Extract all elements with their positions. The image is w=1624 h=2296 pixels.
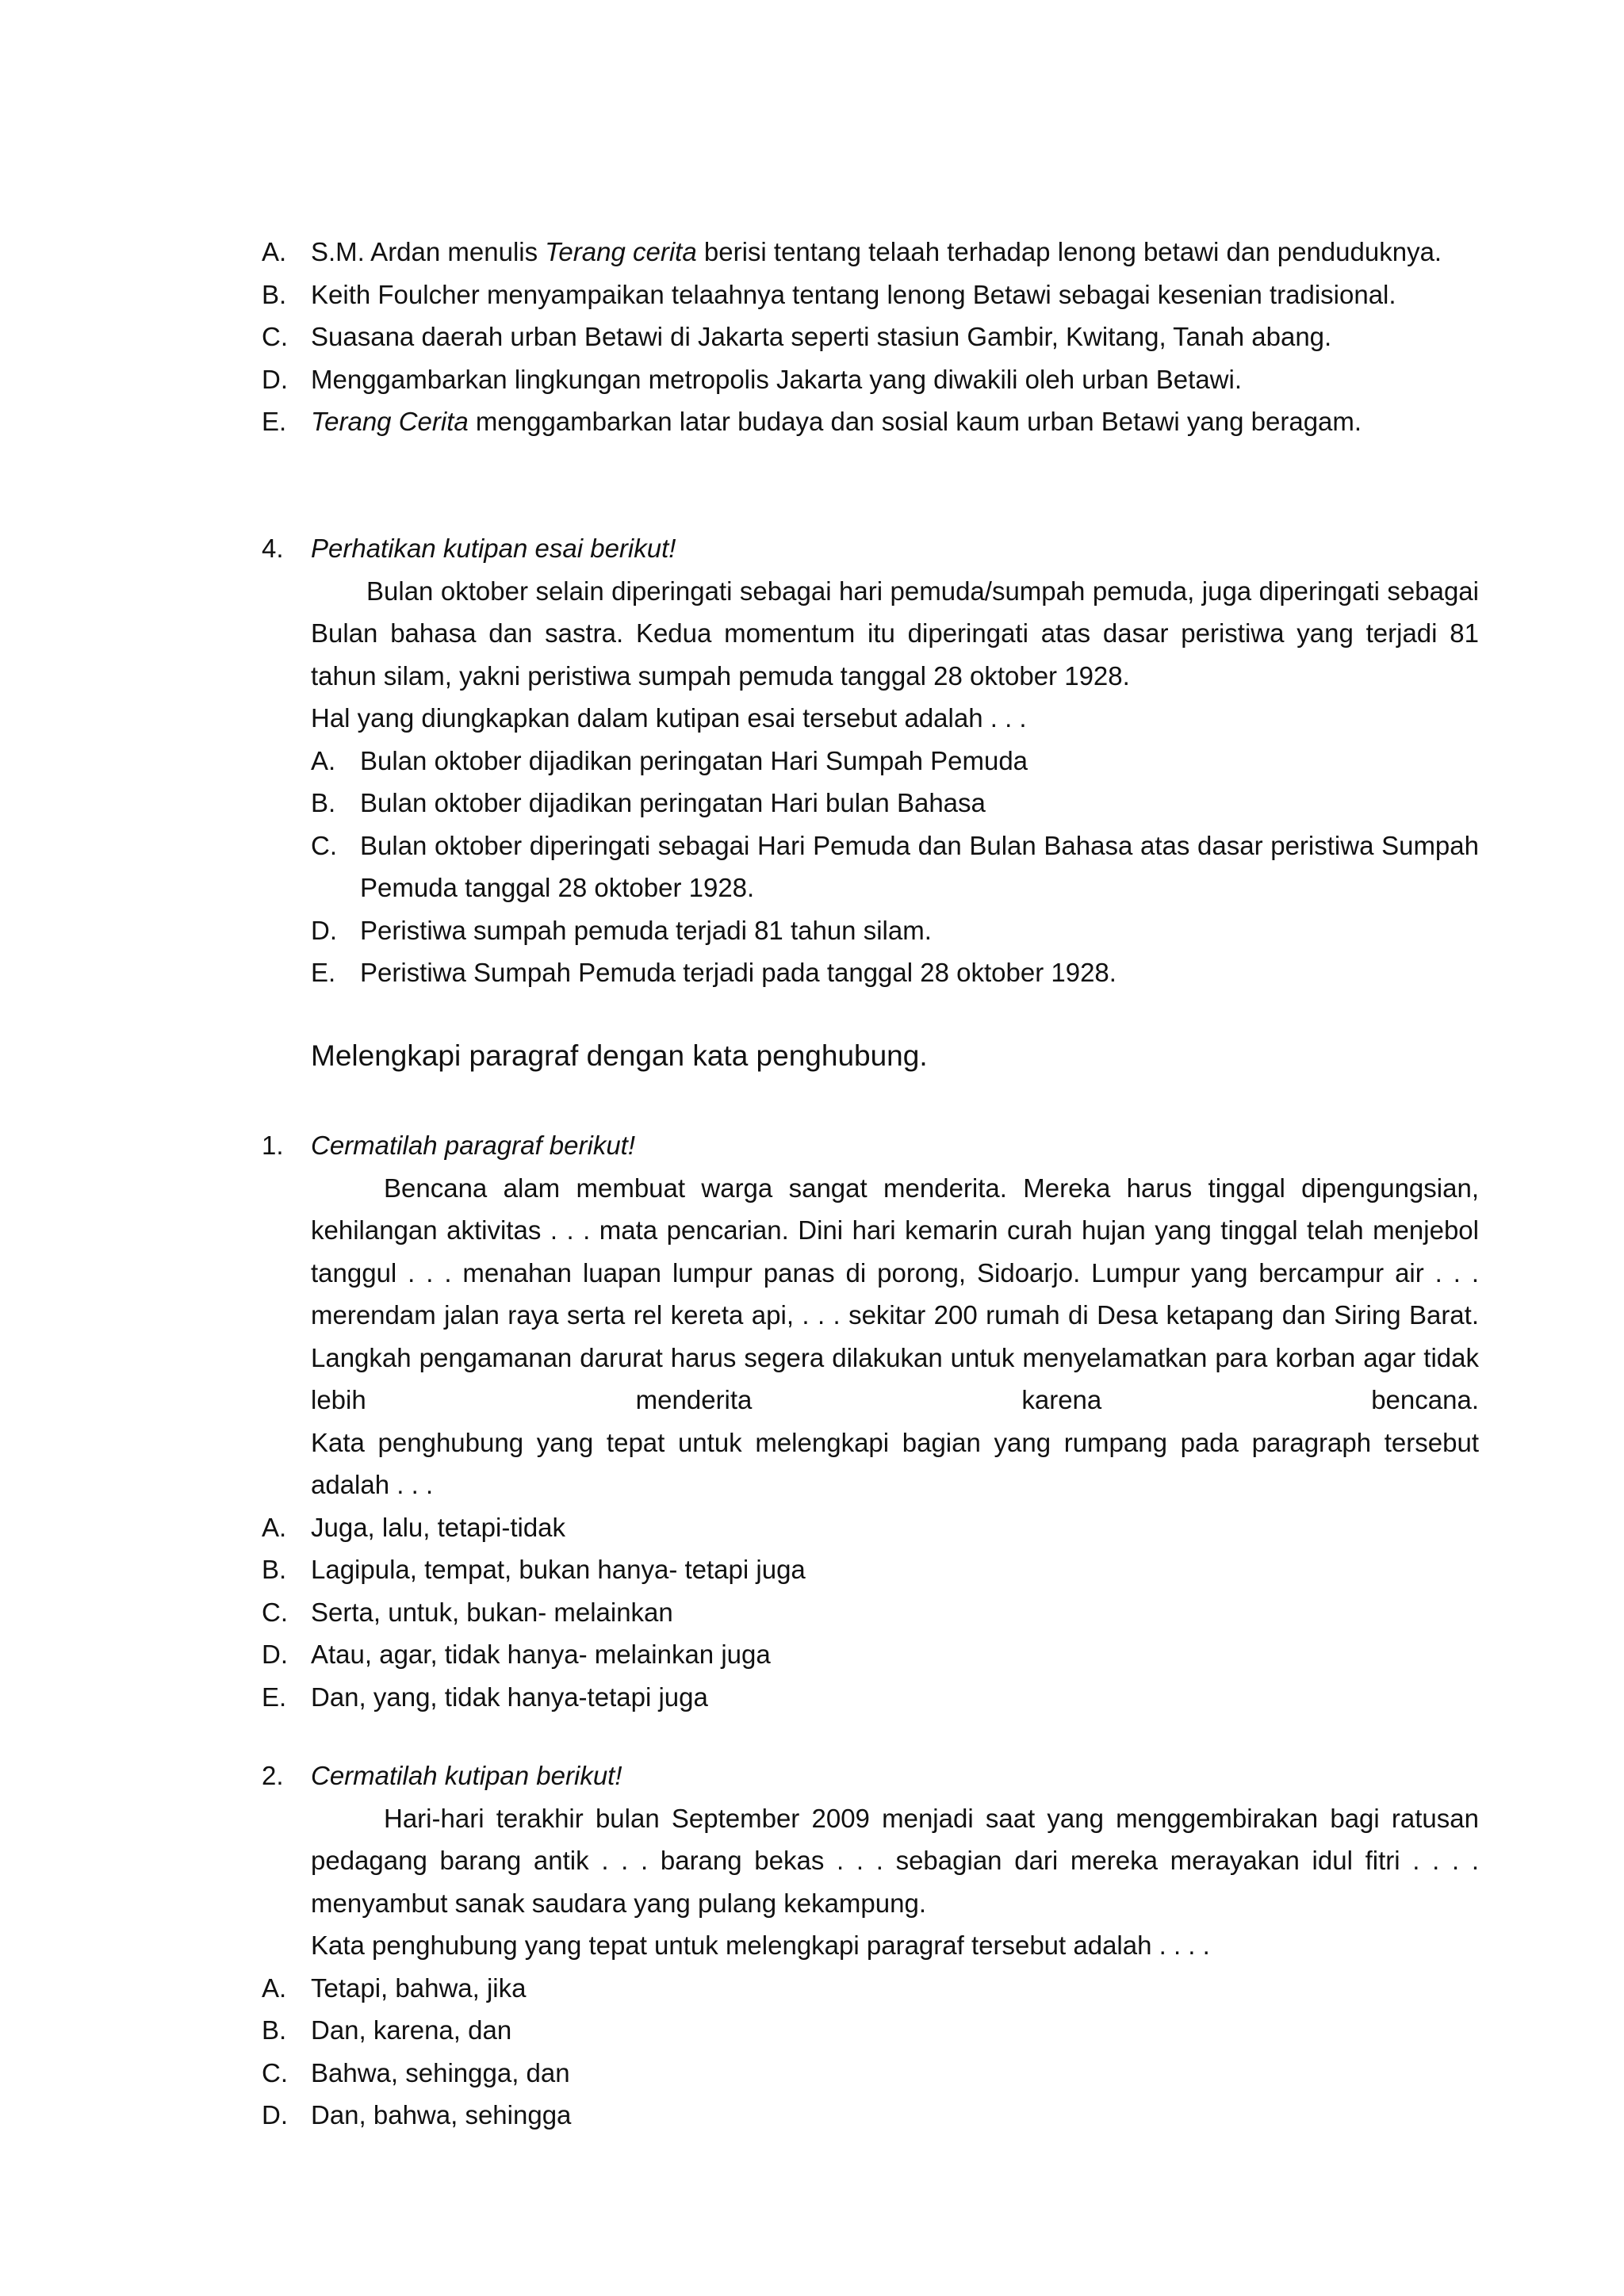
option-text-part: S.M. Ardan menulis [311,237,546,266]
option-text [311,400,1479,443]
question-passage: Bencana alam membuat warga sangat menderita. Mereka harus tinggal dipengungsian, kehilangan aktivitas . . . mata pencarian. Dini hari kemarin curah hujan yang tinggal telah menjebol tanggul . . . menahan luapan lumpur panas di porong, Sidoarjo. Lumpur yang bercampur air . . . merendam jalan raya serta rel kereta api, . . . sekitar 200 rumah di Desa ketapang dan Siring Barat. Langkah pengamanan darurat harus segera dilakukan untuk menyelamatkan para korban agar tidak lebih menderita karena bencana. [311,1173,1479,1414]
question-passage: Bulan oktober selain diperingati sebagai hari pemuda/sumpah pemuda, juga diperingati sebagai Bulan bahasa dan sastra. Kedua momentum itu diperingati atas dasar peristiwa yang terjadi 81 tahun silam, yakni peristiwa sumpah pemuda tanggal 28 oktober 1928. [311,576,1479,691]
option-a [262,1967,1479,2010]
option-text: Bulan oktober dijadikan peringatan Hari bulan Bahasa [360,788,986,817]
question-number: 2. [262,1761,284,1790]
option-text: Bahwa, sehingga, dan [311,2057,570,2087]
option-text: Dan, yang, tidak hanya-tetapi juga [311,1682,708,1712]
option-e [311,951,1479,994]
option-text: Bulan oktober dijadikan peringatan Hari Sumpah Pemuda [360,745,1028,775]
option-title-italic: Terang cerita [545,237,697,266]
option-label: C. [311,830,337,860]
option-label: D. [262,2100,288,2130]
option-label: D. [262,364,288,394]
option-text: Menggambarkan lingkungan metropolis Jakarta yang diwakili oleh urban Betawi. [311,364,1242,394]
question-number: 4. [262,534,284,563]
option-text: Bulan oktober diperingati sebagai Hari Pemuda dan Bulan Bahasa atas dasar peristiwa Sumpah Pemuda tanggal 28 oktober 1928. [360,830,1479,902]
question-prompt: Kata penghubung yang tepat untuk melengkapi paragraf tersebut adalah . . . . [311,1931,1210,1960]
question-header [262,1124,1479,1506]
option-title-italic: Terang Cerita [311,407,469,436]
question-header [262,1755,1479,1967]
option-text: Tetapi, bahwa, jika [311,1973,527,2003]
question-instruction: Cermatilah paragraf berikut! [311,1131,636,1160]
option-text-part: menggambarkan latar budaya dan sosial kaum urban Betawi yang beragam. [468,407,1362,436]
option-e [262,400,1479,443]
option-text: Dan, karena, dan [311,2015,512,2045]
option-label: B. [262,2015,287,2045]
option-c [262,2052,1479,2095]
option-text: Peristiwa Sumpah Pemuda terjadi pada tanggal 28 oktober 1928. [360,958,1116,987]
question-body [311,1755,1479,1967]
option-d [311,909,1479,952]
question-options [262,1506,1479,1719]
option-text: Serta, untuk, bukan- melainkan [311,1597,673,1627]
option-text [311,231,1479,274]
option-label: A. [262,1973,287,2003]
option-text: Lagipula, tempat, bukan hanya- tetapi juga [311,1555,806,1584]
option-label: E. [262,407,287,436]
option-d [262,358,1479,401]
option-c [262,1591,1479,1634]
section-heading: Melengkapi paragraf dengan kata penghubung. [311,1039,928,1072]
option-text: Peristiwa sumpah pemuda terjadi 81 tahun silam. [360,915,932,945]
option-b [311,782,1479,825]
question-prompt: Hal yang diungkapkan dalam kutipan esai tersebut adalah . . . [311,703,1027,733]
option-label: B. [262,279,287,309]
question-options [311,740,1479,994]
option-text: Suasana daerah urban Betawi di Jakarta seperti stasiun Gambir, Kwitang, Tanah abang. [311,322,1332,351]
question-options [262,1967,1479,2137]
option-label: A. [262,1512,287,1542]
question-body [311,527,1479,740]
option-c [311,825,1479,909]
question-prompt: Kata penghubung yang tepat untuk melengkapi bagian yang rumpang pada paragraph tersebut adalah . . . [311,1427,1479,1499]
option-b [262,274,1479,316]
option-label: C. [262,1597,288,1627]
question-header [262,527,1479,740]
option-label: A. [311,745,336,775]
option-a [262,231,1479,274]
option-label: B. [262,1555,287,1584]
option-a [262,1506,1479,1549]
option-c [262,316,1479,358]
previous-question-options [262,231,1479,443]
option-label: C. [262,2057,288,2087]
option-label: C. [262,322,288,351]
option-label: E. [262,1682,287,1712]
option-label: B. [311,788,336,817]
option-label: E. [311,958,336,987]
option-text: Dan, bahwa, sehingga [311,2100,572,2130]
question-instruction: Cermatilah kutipan berikut! [311,1761,622,1790]
question-passage: Hari-hari terakhir bulan September 2009 menjadi saat yang menggembirakan bagi ratusan pedagang barang antik . . . barang bekas . . . sebagian dari mereka merayakan idul fitri . . . . menyambut sanak saudara yang pulang kekampung. [311,1803,1479,1918]
option-b [262,2009,1479,2052]
option-label: D. [311,915,337,945]
question-number: 1. [262,1131,284,1160]
question-4 [262,527,1479,994]
option-e [262,1676,1479,1719]
question-1 [262,1124,1479,1718]
option-text-part: berisi tentang telaah terhadap lenong betawi dan penduduknya. [696,237,1442,266]
option-text: Atau, agar, tidak hanya- melainkan juga [311,1640,771,1669]
question-instruction: Perhatikan kutipan esai berikut! [311,534,676,563]
option-label: A. [262,237,287,266]
option-a [311,740,1479,783]
question-2 [262,1755,1479,2137]
option-d [262,1633,1479,1676]
option-label: D. [262,1640,288,1669]
option-d [262,2094,1479,2137]
option-text: Keith Foulcher menyampaikan telaahnya tentang lenong Betawi sebagai kesenian tradisional. [311,279,1396,309]
option-b [262,1548,1479,1591]
option-text: Juga, lalu, tetapi-tidak [311,1512,566,1542]
question-body [311,1124,1479,1506]
